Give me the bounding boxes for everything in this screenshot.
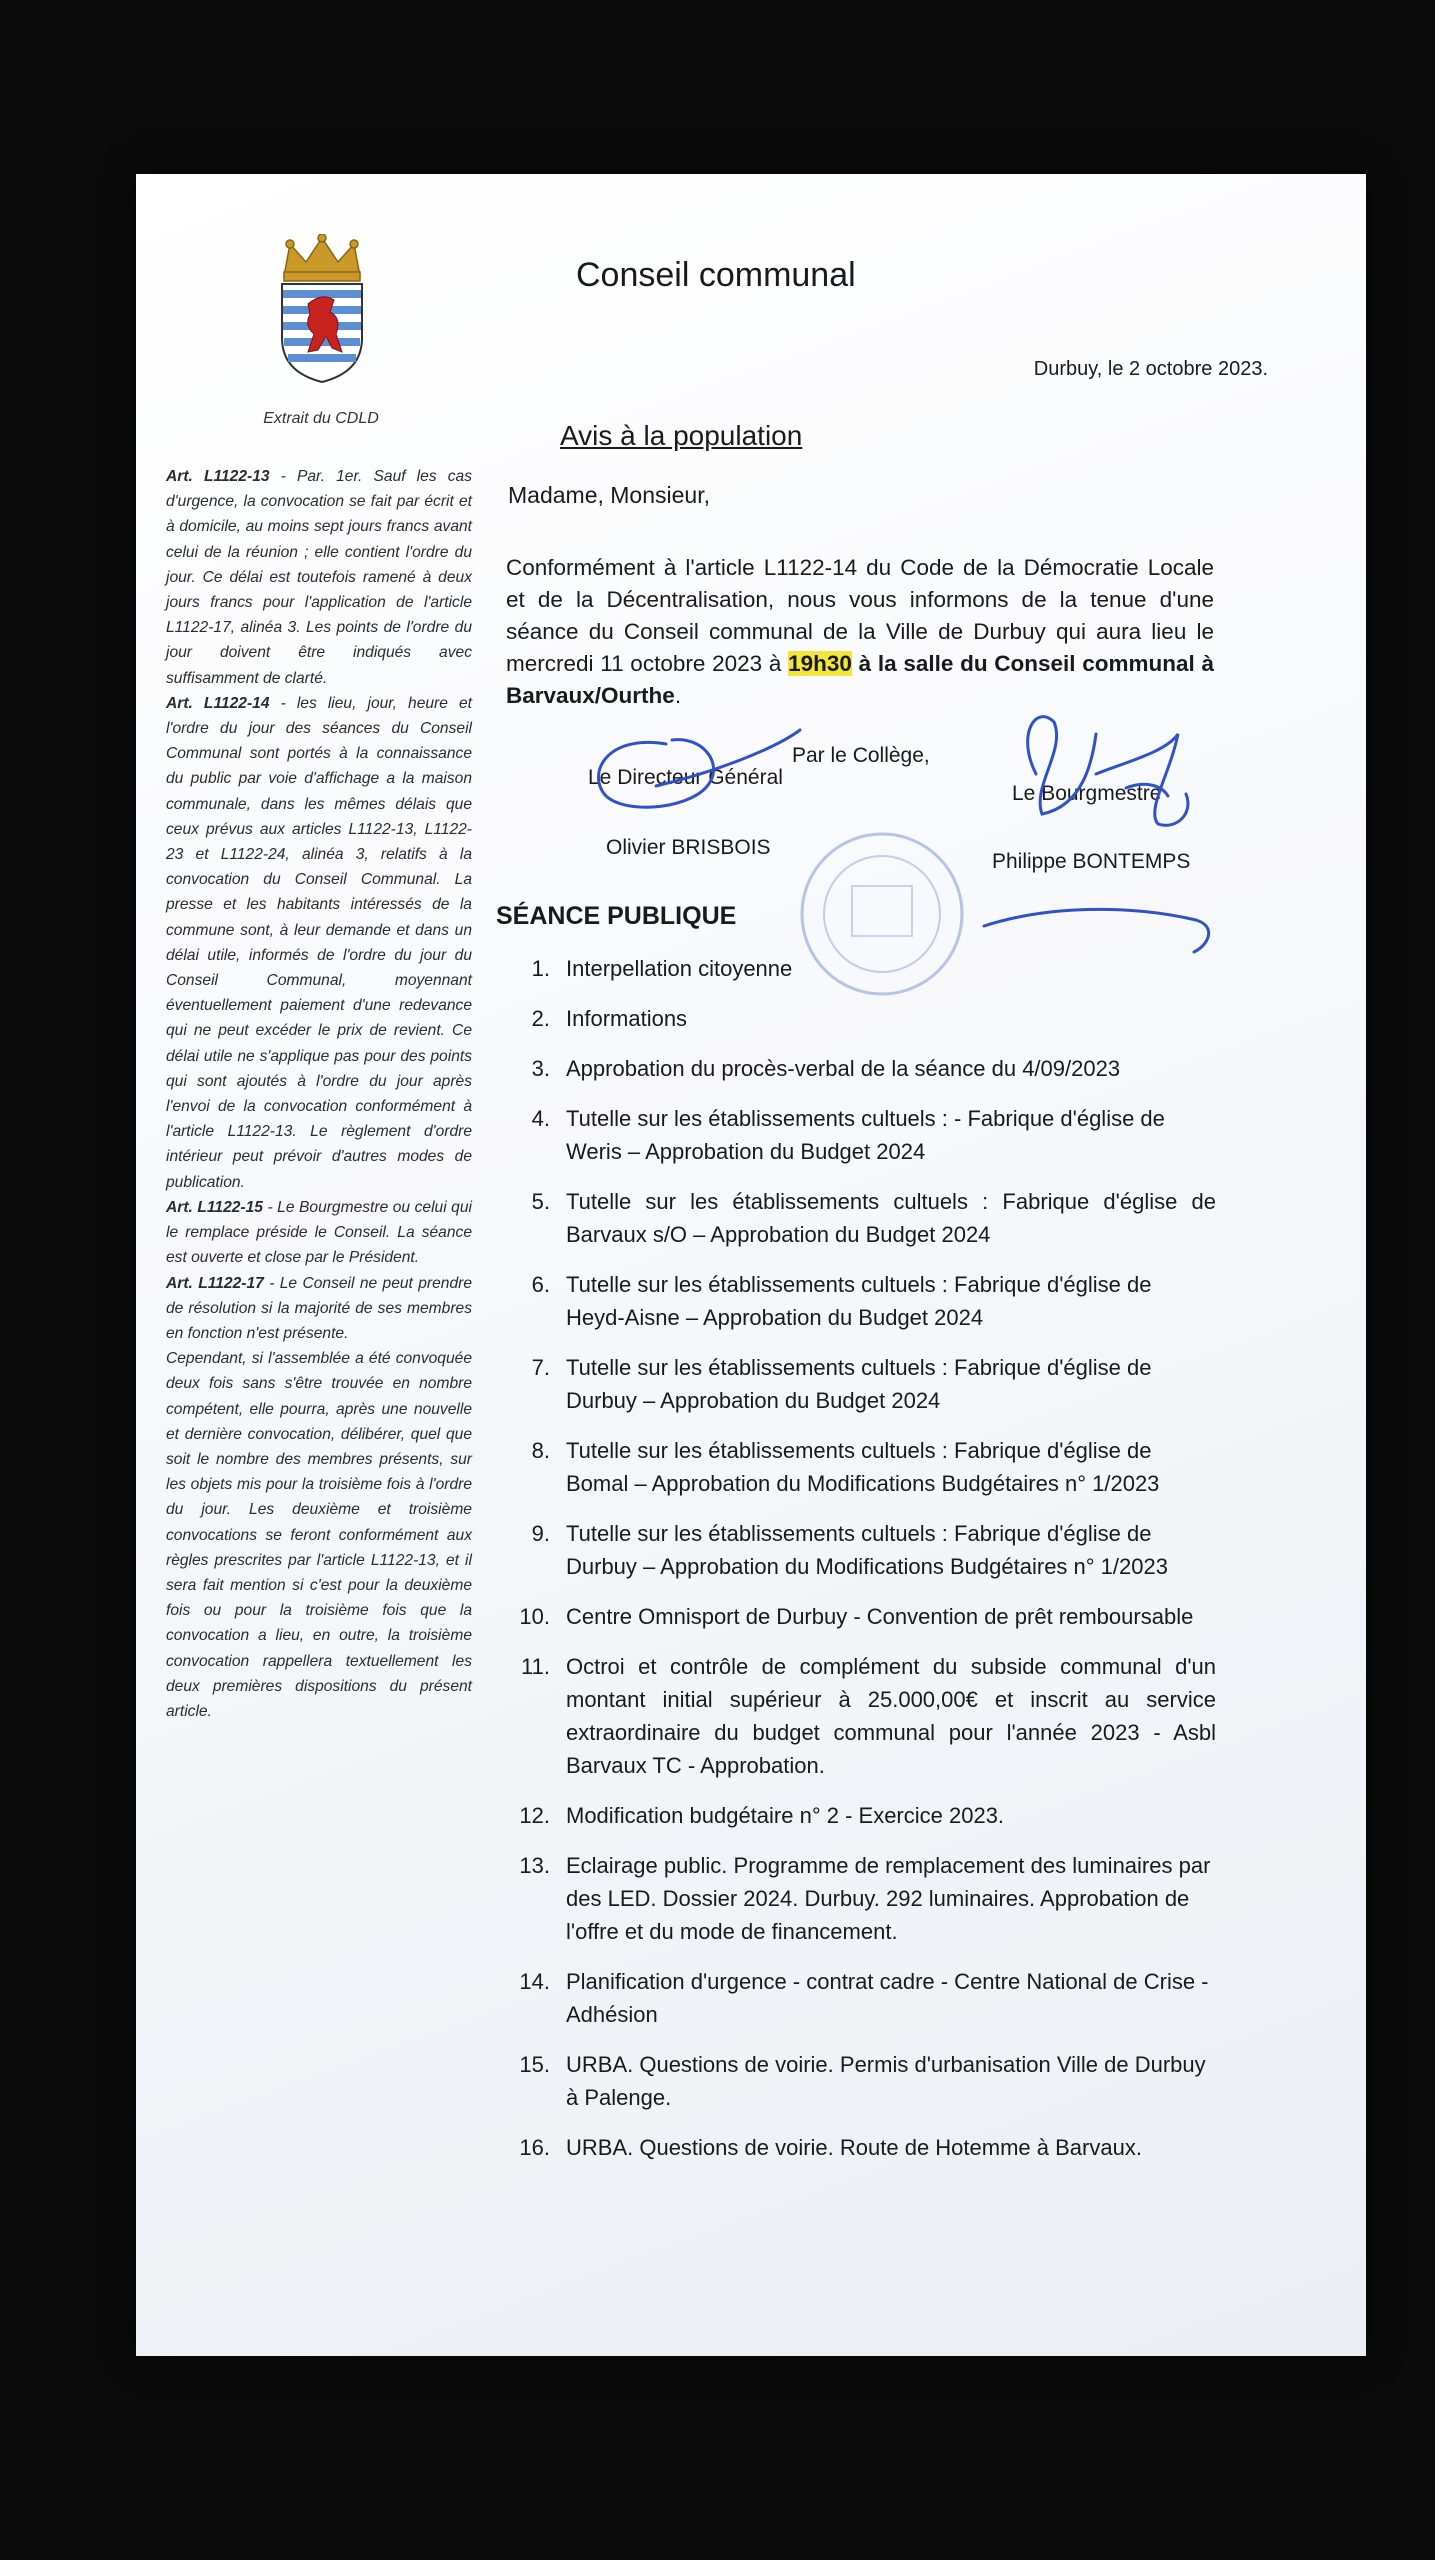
article-text: - Par. 1er. Sauf les cas d'urgence, la convocation se fait par écrit et à domicile, au moins sept jours francs avant celui de la réunion ; elle contient l'ordre du jour. Ce délai est toutefois ramené à deux jours francs pour l'application de l'article L1122-17, alinéa 3. Les points de l'ordre du jour doivent être indiqués avec suffisamment de clarté. — [166, 468, 472, 687]
intro-text: Conformément à l'article L1122-14 du Code de la Démocratie Locale et de la Décentralisation, nous vous informons de la tenue d'une séance du Conseil communal de la Ville de Durbuy qui aura lieu le mercredi 11 octobre 2023 à — [506, 555, 1214, 676]
agenda-text: Octroi et contrôle de complément du subside communal d'un montant initial supérieur à 25.000,00€ et inscrit au service extraordinaire du budget communal pour l'année 2023 - Asbl Barvaux TC - Approbation. — [566, 1654, 1216, 1778]
agenda-text: Modification budgétaire n° 2 - Exercice 2023. — [566, 1803, 1005, 1828]
meeting-time: 19h30 — [788, 651, 852, 676]
agenda-text: Approbation du procès-verbal de la séance du 4/09/2023 — [566, 1056, 1121, 1081]
legal-sidebar — [166, 464, 472, 1724]
agenda-number: 16. — [519, 2135, 550, 2160]
agenda-item — [496, 2131, 1216, 2164]
sidebar-paragraph — [166, 1271, 472, 1347]
article-label: Art. L1122-17 — [166, 1274, 264, 1292]
intro-end: . — [674, 683, 682, 708]
agenda-item — [496, 1600, 1216, 1633]
agenda-item — [496, 1185, 1216, 1251]
agenda-number: 10. — [519, 1604, 550, 1629]
article-text: Cependant, si l'assemblée a été convoquée deux fois sans s'être trouvée en nombre compétent, elle pourra, après une nouvelle et dernière convocation, délibérer, quel que soit le nombre des membres présents, sur les objets mis pour la troisième fois à l'ordre du jour. Les deuxième et troisième convocations se feront conformément aux règles prescrites par l'article L1122-13, et il sera fait mention si c'est pour la deuxième fois ou pour la troisième fois que la convocation a lieu, en outre, la troisième convocation rappellera textuellement les deux premières dispositions du présent article. — [166, 1350, 472, 1720]
agenda-item — [496, 2048, 1216, 2114]
agenda-item — [496, 1965, 1216, 2031]
page-title: Conseil communal — [576, 256, 856, 294]
agenda-text: Planification d'urgence - contrat cadre - Centre National de Crise - Adhésion — [566, 1969, 1209, 2027]
agenda-number: 15. — [519, 2052, 550, 2077]
municipal-crest-icon — [272, 234, 372, 384]
salutation: Madame, Monsieur, — [508, 482, 710, 508]
agenda-number: 3. — [531, 1056, 550, 1081]
sidebar-paragraph — [166, 464, 472, 691]
article-text: - les lieu, jour, heure et l'ordre du jour des séances du Conseil Communal sont portés à la connaissance du public par voie d'affichage a la maison communale, dans les mêmes délais que ceux prévus aux articles L1122-13, L1122-23 et L1122-24, alinéa 3, relatifs à la convocation du Conseil Communal. La presse et les habitants intéressés de la commune sont, à leur demande et dans un délai utile, informés de l'ordre du jour du Conseil Communal, moyennant éventuellement paiement d'une redevance qui ne peut excéder le prix de revient. Ce délai utile ne s'applique pas pour des points qui sont ajoutés à l'ordre du jour après l'envoi de la convocation conformément à l'article L1122-13. Le règlement d'ordre intérieur peut prévoir d'autres modes de publication. — [166, 694, 472, 1191]
sidebar-paragraph — [166, 691, 472, 1195]
agenda-text: Interpellation citoyenne — [566, 956, 793, 981]
agenda-number: 8. — [531, 1438, 550, 1463]
agenda-item — [496, 952, 1216, 985]
agenda-item — [496, 1351, 1216, 1417]
crest-caption: Extrait du CDLD — [263, 410, 379, 427]
agenda-number: 7. — [531, 1355, 550, 1380]
sidebar-paragraph — [166, 1195, 472, 1271]
meeting-location: à la salle du Conseil communal à Barvaux/Ourthe — [506, 651, 1215, 708]
agenda-text: Tutelle sur les établissements cultuels : Fabrique d'église de Durbuy – Approbation du Budget 2024 — [566, 1355, 1152, 1413]
agenda-number: 5. — [531, 1189, 550, 1214]
agenda-item — [496, 1102, 1216, 1168]
agenda-number: 11. — [521, 1654, 550, 1679]
agenda-number: 14. — [519, 1969, 550, 1994]
agenda-item — [496, 1434, 1216, 1500]
article-label: Art. L1122-13 — [166, 468, 270, 485]
article-text: - Le Conseil ne peut prendre de résolution si la majorité de ses membres en fonction n'est présente. — [166, 1274, 472, 1342]
mayor-role: Le Bourgmestre — [1012, 782, 1162, 805]
agenda-text: Tutelle sur les établissements cultuels : Fabrique d'église de Bomal – Approbation du Modifications Budgétaires n° 1/2023 — [566, 1438, 1160, 1496]
agenda-number: 4. — [531, 1106, 550, 1131]
agenda-text: Centre Omnisport de Durbuy - Convention de prêt remboursable — [566, 1604, 1194, 1629]
agenda-text: Tutelle sur les établissements cultuels : Fabrique d'église de Heyd-Aisne – Approbation du Budget 2024 — [566, 1272, 1152, 1330]
agenda-text: Tutelle sur les établissements cultuels : - Fabrique d'église de Weris – Approbation du Budget 2024 — [566, 1106, 1165, 1164]
agenda-item — [496, 1052, 1216, 1085]
agenda-item — [496, 1002, 1216, 1035]
mayor-signature-icon — [1028, 717, 1188, 826]
agenda-text: Tutelle sur les établissements cultuels : Fabrique d'église de Barvaux s/O – Approbation du Budget 2024 — [566, 1189, 1216, 1247]
document-page — [136, 174, 1366, 2356]
agenda-number: 12. — [519, 1803, 550, 1828]
avis-heading: Avis à la population — [560, 420, 803, 451]
agenda-text: Informations — [566, 1006, 688, 1031]
agenda-item — [496, 1517, 1216, 1583]
article-text: - Le Bourgmestre ou celui qui le remplace préside le Conseil. La séance est ouverte et close par le Président. — [166, 1198, 472, 1267]
agenda-number: 2. — [531, 1006, 550, 1031]
agenda-text: URBA. Questions de voirie. Route de Hotemme à Barvaux. — [566, 2135, 1142, 2160]
mayor-underline-icon — [984, 909, 1209, 952]
intro-paragraph — [506, 552, 1214, 712]
agenda-number: 9. — [531, 1521, 550, 1546]
agenda-number: 13. — [519, 1853, 550, 1878]
agenda-item — [496, 1268, 1216, 1334]
article-label: Art. L1122-14 — [166, 694, 270, 712]
agenda-text: Eclairage public. Programme de remplacement des luminaires par des LED. Dossier 2024. Durbuy. 292 luminaires. Approbation de l'offre et du mode de financement. — [566, 1853, 1211, 1944]
director-name: Olivier BRISBOIS — [606, 836, 771, 859]
agenda-text: Tutelle sur les établissements cultuels : Fabrique d'église de Durbuy – Approbation du Modifications Budgétaires n° 1/2023 — [566, 1521, 1168, 1579]
agenda-list — [496, 952, 1216, 2181]
par-le-college: Par le Collège, — [792, 744, 930, 767]
article-label: Art. L1122-15 — [166, 1198, 263, 1216]
agenda-number: 6. — [531, 1272, 550, 1297]
agenda-number: 1. — [531, 956, 550, 981]
agenda-text: URBA. Questions de voirie. Permis d'urbanisation Ville de Durbuy à Palenge. — [566, 2052, 1206, 2110]
section-heading: SÉANCE PUBLIQUE — [496, 902, 737, 930]
date-line: Durbuy, le 2 octobre 2023. — [1033, 358, 1268, 380]
sidebar-paragraph — [166, 1346, 472, 1724]
agenda-item — [496, 1849, 1216, 1948]
mayor-name: Philippe BONTEMPS — [992, 850, 1191, 873]
agenda-item — [496, 1650, 1216, 1782]
agenda-item — [496, 1799, 1216, 1832]
director-role: Le Directeur Général — [588, 766, 783, 789]
